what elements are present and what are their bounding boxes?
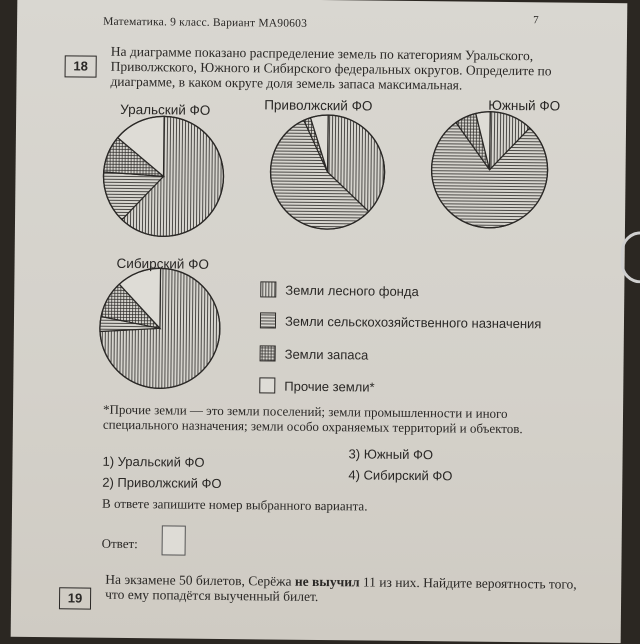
swatch-agri: [260, 312, 276, 328]
question-18-text: На диаграмме показано распределение земель по категориям Уральского, Приволжского, Южного и Сибирского федеральных округов. Определите по диаграмме, в каком округе доля земель запаса максимальная.: [110, 43, 552, 93]
swatch-reserve: [260, 345, 276, 361]
option-3[interactable]: 3) Южный ФО: [348, 446, 434, 463]
option-4[interactable]: 4) Сибирский ФО: [348, 467, 453, 484]
legend-label-other: Прочие земли*: [284, 378, 375, 395]
option-2[interactable]: 2) Приволжский ФО: [102, 474, 222, 491]
q19-text-after: 11 из них. Найдите вероятность того, что ему попадётся выученный билет.: [105, 574, 577, 605]
page-number: 7: [533, 14, 539, 27]
legend-label-forest: Земли лесного фонда: [285, 282, 419, 299]
legend-label-agri: Земли сельскохозяйственного назначения: [284, 313, 542, 331]
legend-item-forest: [260, 281, 419, 299]
q19-text-bold: не выучил: [294, 573, 360, 590]
question-19-text: [105, 572, 585, 607]
legend-item-other: [259, 377, 374, 394]
chart-title-privolzh: Приволжский ФО: [264, 97, 373, 114]
question-18-number: 18: [65, 55, 97, 77]
chart-title-siberia: Сибирский ФО: [116, 255, 209, 272]
option-1[interactable]: 1) Уральский ФО: [102, 453, 205, 470]
q19-text-before: На экзамене 50 билетов, Серёжа: [105, 571, 295, 589]
legend-item-reserve: [260, 345, 369, 362]
legend-label-reserve: Земли запаса: [284, 346, 369, 363]
question-19-number: 19: [59, 587, 91, 609]
answer-box[interactable]: [162, 525, 186, 555]
swatch-forest: [260, 281, 276, 297]
legend-item-agri: [260, 312, 542, 331]
answer-instruction: В ответе запишите номер выбранного варианта.: [101, 495, 368, 514]
chart-title-south: Южный ФО: [488, 97, 561, 114]
swatch-other: [259, 377, 275, 393]
answer-label: Ответ:: [101, 535, 138, 552]
footnote: *Прочие земли — это земли поселений; земли промышленности и иного специального назначения; земли особо охраняемых территорий и объектов.: [102, 401, 523, 437]
worksheet-page: [11, 0, 628, 643]
chart-title-ural: Уральский ФО: [120, 101, 211, 118]
page-header: Математика. 9 класс. Вариант МА90603: [103, 15, 308, 30]
